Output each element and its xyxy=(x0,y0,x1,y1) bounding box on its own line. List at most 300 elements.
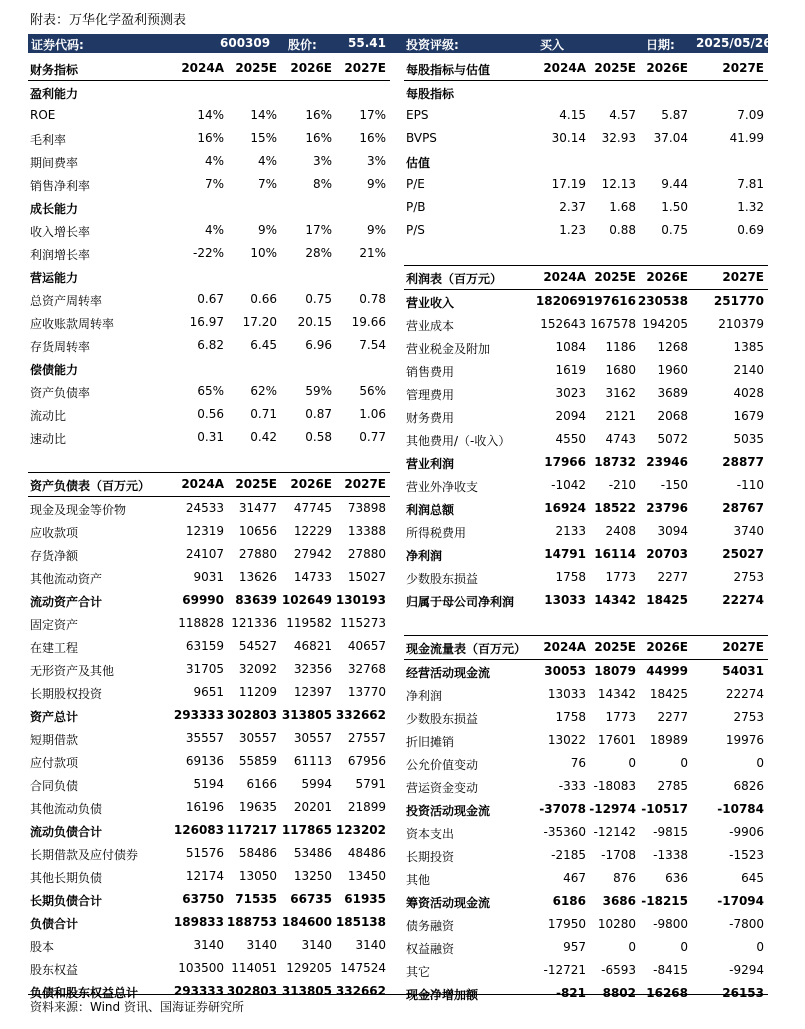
cell-value: 44999 xyxy=(646,664,688,678)
table-row xyxy=(404,775,768,798)
cell-value: 15027 xyxy=(347,570,386,584)
cell-value: 2140 xyxy=(733,363,764,377)
source-note: 资料来源：Wind 资讯、国海证券研究所 xyxy=(30,1000,244,1014)
cell-value: 1619 xyxy=(555,363,586,377)
cell-value: 28% xyxy=(305,246,332,260)
code-label: 证券代码: xyxy=(31,38,84,52)
row-label: 每股指标与估值 xyxy=(406,63,491,77)
cell-value: 21% xyxy=(359,246,386,260)
row-label: 营运资金变动 xyxy=(406,781,479,795)
row-label: 管理费用 xyxy=(406,388,455,402)
cell-value: 28877 xyxy=(722,455,764,469)
cell-value: 30557 xyxy=(293,731,332,745)
row-label: 少数股东损益 xyxy=(406,712,479,726)
cell-value: 0.58 xyxy=(305,430,332,444)
cell-value: 16196 xyxy=(185,800,224,814)
cell-value: 3% xyxy=(312,154,332,168)
row-label: BVPS xyxy=(406,131,437,145)
row-label: 存货周转率 xyxy=(30,340,91,354)
cell-value: 2025E xyxy=(594,61,636,75)
cell-value: 24533 xyxy=(185,501,224,515)
cell-value: 16% xyxy=(197,131,224,145)
cell-value: 3689 xyxy=(657,386,688,400)
table-row xyxy=(404,844,768,867)
table-row xyxy=(28,449,390,472)
cell-value: 1.06 xyxy=(359,407,386,421)
cell-value: 1268 xyxy=(657,340,688,354)
cell-value: 332662 xyxy=(335,708,386,722)
cell-value: 13626 xyxy=(238,570,277,584)
left-financial-table xyxy=(28,57,390,1003)
cell-value: 27942 xyxy=(293,547,332,561)
row-label: 资产总计 xyxy=(30,710,79,724)
cell-value: 9% xyxy=(366,177,386,191)
cell-value: 16924 xyxy=(544,501,586,515)
cell-value: 0.88 xyxy=(609,223,636,237)
row-label: 资产负债表（百万元） xyxy=(30,479,151,493)
cell-value: 83639 xyxy=(235,593,277,607)
table-row xyxy=(404,959,768,982)
cell-value: 14342 xyxy=(597,687,636,701)
row-label: 营业外净收支 xyxy=(406,480,479,494)
row-label: 少数股东损益 xyxy=(406,572,479,586)
table-row xyxy=(28,658,390,681)
cell-value: 28767 xyxy=(722,501,764,515)
row-label: 股东权益 xyxy=(30,963,79,977)
cell-value: 0 xyxy=(756,756,764,770)
table-row xyxy=(404,127,768,150)
cell-value: 66735 xyxy=(290,892,332,906)
cell-value: 58486 xyxy=(238,846,277,860)
row-label: 利润总额 xyxy=(406,503,455,517)
row-label: P/B xyxy=(406,200,426,214)
cell-value: 3140 xyxy=(193,938,224,952)
stock-code: 600309 xyxy=(220,36,271,50)
table-row xyxy=(28,842,390,865)
cell-value: 14% xyxy=(250,108,277,122)
cell-value: -1042 xyxy=(551,478,586,492)
cell-value: 293333 xyxy=(173,708,224,722)
cell-value: -12721 xyxy=(543,963,586,977)
cell-value: 24107 xyxy=(185,547,224,561)
row-label: 应收账款周转率 xyxy=(30,317,115,331)
cell-value: 17.20 xyxy=(242,315,277,329)
date-label: 日期: xyxy=(646,38,675,52)
cell-value: 16.97 xyxy=(189,315,224,329)
cell-value: 55859 xyxy=(238,754,277,768)
cell-value: 23796 xyxy=(646,501,688,515)
cell-value: 17950 xyxy=(547,917,586,931)
table-row xyxy=(404,336,768,359)
cell-value: 17.19 xyxy=(551,177,586,191)
cell-value: 48486 xyxy=(347,846,386,860)
row-label: 筹资活动现金流 xyxy=(406,896,491,910)
row-label: 现金净增加额 xyxy=(406,988,479,1002)
cell-value: 184600 xyxy=(281,915,332,929)
cell-value: 121336 xyxy=(231,616,277,630)
table-row xyxy=(28,635,390,658)
stock-info-bar xyxy=(28,34,772,53)
cell-value: 65% xyxy=(197,384,224,398)
table-row xyxy=(404,104,768,127)
cell-value: 2026E xyxy=(290,477,332,491)
cell-value: 0.56 xyxy=(197,407,224,421)
table-row xyxy=(404,752,768,775)
section-row xyxy=(28,357,390,380)
cell-value: 30.14 xyxy=(551,131,586,145)
cell-value: 9031 xyxy=(193,570,224,584)
row-label: 净利润 xyxy=(406,689,443,703)
cell-value: 0.31 xyxy=(197,430,224,444)
cell-value: 5194 xyxy=(193,777,224,791)
row-label: P/S xyxy=(406,223,425,237)
cell-value: -7800 xyxy=(729,917,764,931)
table-row xyxy=(28,543,390,566)
cell-value: 2753 xyxy=(733,570,764,584)
cell-value: 12319 xyxy=(185,524,224,538)
cell-value: 0.66 xyxy=(250,292,277,306)
row-label: 总资产周转率 xyxy=(30,294,103,308)
rating-value: 买入 xyxy=(540,38,565,52)
cell-value: 2026E xyxy=(646,61,688,75)
cell-value: 3% xyxy=(366,154,386,168)
cell-value: 230538 xyxy=(637,294,688,308)
row-label: 利润增长率 xyxy=(30,248,91,262)
table-row xyxy=(28,957,390,980)
cell-value: 0 xyxy=(680,940,688,954)
row-label: 固定资产 xyxy=(30,618,79,632)
cell-value: 126083 xyxy=(173,823,224,837)
table-row xyxy=(404,589,768,612)
cell-value: 69990 xyxy=(182,593,224,607)
table-row xyxy=(28,334,390,357)
cell-value: 7.54 xyxy=(359,338,386,352)
cell-value: 2025E xyxy=(594,640,636,654)
cell-value: 123202 xyxy=(335,823,386,837)
table-row xyxy=(28,380,390,403)
cell-value: 0 xyxy=(628,940,636,954)
table-row xyxy=(404,242,768,265)
table-row xyxy=(404,660,768,683)
cell-value: 645 xyxy=(741,871,764,885)
cell-value: 22274 xyxy=(722,593,764,607)
row-label: 所得税费用 xyxy=(406,526,467,540)
table-header-row xyxy=(404,635,768,660)
table-row xyxy=(404,428,768,451)
cell-value: 1186 xyxy=(605,340,636,354)
cell-value: 1.32 xyxy=(737,200,764,214)
cell-value: 16% xyxy=(305,108,332,122)
cell-value: -8415 xyxy=(653,963,688,977)
cell-value: -22% xyxy=(192,246,224,260)
cell-value: -18083 xyxy=(593,779,636,793)
cell-value: 8% xyxy=(312,177,332,191)
cell-value: 71535 xyxy=(235,892,277,906)
cell-value: 4743 xyxy=(605,432,636,446)
cell-value: 73898 xyxy=(347,501,386,515)
row-label: 存货净额 xyxy=(30,549,79,563)
row-label: 估值 xyxy=(406,156,431,170)
cell-value: -1523 xyxy=(729,848,764,862)
table-row xyxy=(404,497,768,520)
cell-value: 11209 xyxy=(238,685,277,699)
cell-value: -17094 xyxy=(717,894,764,908)
table-row xyxy=(28,681,390,704)
table-row xyxy=(28,911,390,934)
table-row xyxy=(404,520,768,543)
cell-value: -1338 xyxy=(653,848,688,862)
cell-value: 15% xyxy=(250,131,277,145)
cell-value: 102649 xyxy=(281,593,332,607)
cell-value: 2753 xyxy=(733,710,764,724)
row-label: 财务费用 xyxy=(406,411,455,425)
table-header-row xyxy=(28,57,390,81)
row-label: 流动比 xyxy=(30,409,67,423)
cell-value: 51576 xyxy=(185,846,224,860)
cell-value: 5994 xyxy=(301,777,332,791)
cell-value: 129205 xyxy=(286,961,332,975)
cell-value: 197616 xyxy=(585,294,636,308)
cell-value: 118828 xyxy=(178,616,224,630)
table-row xyxy=(404,543,768,566)
cell-value: 14% xyxy=(197,108,224,122)
row-label: 其他 xyxy=(406,873,431,887)
cell-value: 2121 xyxy=(605,409,636,423)
cell-value: 2024A xyxy=(543,640,586,654)
table-row xyxy=(404,706,768,729)
cell-value: 46821 xyxy=(293,639,332,653)
cell-value: 0.77 xyxy=(359,430,386,444)
table-row xyxy=(404,729,768,752)
cell-value: 147524 xyxy=(340,961,386,975)
cell-value: 47745 xyxy=(293,501,332,515)
cell-value: 13050 xyxy=(238,869,277,883)
cell-value: 9% xyxy=(366,223,386,237)
table-row xyxy=(28,704,390,727)
cell-value: 16268 xyxy=(646,986,688,1000)
row-label: 债务融资 xyxy=(406,919,455,933)
cell-value: 6186 xyxy=(552,894,586,908)
cell-value: 3140 xyxy=(355,938,386,952)
table-row xyxy=(28,150,390,173)
cell-value: -18215 xyxy=(641,894,688,908)
cell-value: 2025E xyxy=(235,61,277,75)
table-row xyxy=(28,104,390,127)
table-row xyxy=(28,612,390,635)
cell-value: 636 xyxy=(665,871,688,885)
table-row xyxy=(28,773,390,796)
cell-value: 313805 xyxy=(281,984,332,998)
cell-value: 31477 xyxy=(238,501,277,515)
cell-value: 23946 xyxy=(646,455,688,469)
cell-value: 32768 xyxy=(347,662,386,676)
cell-value: 63159 xyxy=(185,639,224,653)
section-row xyxy=(28,265,390,288)
table-header-row xyxy=(404,57,768,81)
cell-value: 12397 xyxy=(293,685,332,699)
row-label: 利润表（百万元） xyxy=(406,272,503,286)
row-label: 长期负债合计 xyxy=(30,894,103,908)
table-row xyxy=(28,288,390,311)
cell-value: 53486 xyxy=(293,846,332,860)
cell-value: 4.15 xyxy=(559,108,586,122)
cell-value: 0.87 xyxy=(305,407,332,421)
cell-value: 119582 xyxy=(286,616,332,630)
cell-value: 1.23 xyxy=(559,223,586,237)
cell-value: 6.96 xyxy=(305,338,332,352)
table-row xyxy=(404,359,768,382)
row-label: 盈利能力 xyxy=(30,87,79,101)
cell-value: 17601 xyxy=(597,733,636,747)
cell-value: -1708 xyxy=(601,848,636,862)
cell-value: 210379 xyxy=(718,317,764,331)
cell-value: -150 xyxy=(660,478,688,492)
cell-value: 2027E xyxy=(344,477,386,491)
cell-value: 18732 xyxy=(594,455,636,469)
cell-value: 67956 xyxy=(347,754,386,768)
table-row xyxy=(404,890,768,913)
cell-value: 313805 xyxy=(281,708,332,722)
row-label: 权益融资 xyxy=(406,942,455,956)
cell-value: 2408 xyxy=(605,524,636,538)
cell-value: 189833 xyxy=(173,915,224,929)
cell-value: 2024A xyxy=(181,61,224,75)
cell-value: 876 xyxy=(613,871,636,885)
cell-value: 9% xyxy=(257,223,277,237)
cell-value: -10517 xyxy=(641,802,688,816)
cell-value: 115273 xyxy=(340,616,386,630)
row-label: 其他长期负债 xyxy=(30,871,103,885)
cell-value: 7.09 xyxy=(737,108,764,122)
cell-value: 18989 xyxy=(649,733,688,747)
row-label: 其他流动负债 xyxy=(30,802,103,816)
cell-value: 27880 xyxy=(347,547,386,561)
cell-value: 16% xyxy=(305,131,332,145)
table-row xyxy=(28,888,390,911)
cell-value: -10784 xyxy=(717,802,764,816)
row-label: ROE xyxy=(30,108,56,122)
cell-value: 293333 xyxy=(173,984,224,998)
cell-value: 103500 xyxy=(178,961,224,975)
cell-value: 130193 xyxy=(335,593,386,607)
table-row xyxy=(28,520,390,543)
cell-value: -12142 xyxy=(593,825,636,839)
table-row xyxy=(404,566,768,589)
cell-value: 13250 xyxy=(293,869,332,883)
cell-value: 0.71 xyxy=(250,407,277,421)
table-header-row xyxy=(28,472,390,497)
cell-value: 13033 xyxy=(547,687,586,701)
row-label: 现金及现金等价物 xyxy=(30,503,127,517)
cell-value: 6.45 xyxy=(250,338,277,352)
table-row xyxy=(404,313,768,336)
cell-value: 2027E xyxy=(722,270,764,284)
cell-value: 2094 xyxy=(555,409,586,423)
cell-value: 957 xyxy=(563,940,586,954)
cell-value: 0 xyxy=(680,756,688,770)
cell-value: 2027E xyxy=(722,61,764,75)
table-row xyxy=(28,819,390,842)
table-row xyxy=(404,290,768,313)
cell-value: 302803 xyxy=(226,708,277,722)
table-row xyxy=(404,405,768,428)
section-row xyxy=(404,150,768,173)
cell-value: 26153 xyxy=(722,986,764,1000)
cell-value: 62% xyxy=(250,384,277,398)
cell-value: 3140 xyxy=(246,938,277,952)
row-label: 财务指标 xyxy=(30,63,79,77)
row-label: 偿债能力 xyxy=(30,363,79,377)
cell-value: 9651 xyxy=(193,685,224,699)
cell-value: -821 xyxy=(555,986,586,1000)
cell-value: 1679 xyxy=(733,409,764,423)
cell-value: 4% xyxy=(257,154,277,168)
cell-value: 5072 xyxy=(657,432,688,446)
cell-value: 32092 xyxy=(238,662,277,676)
cell-value: 14791 xyxy=(544,547,586,561)
table-row xyxy=(28,865,390,888)
table-row xyxy=(404,913,768,936)
cell-value: -210 xyxy=(608,478,636,492)
cell-value: -37078 xyxy=(539,802,586,816)
cell-value: 17966 xyxy=(544,455,586,469)
cell-value: 5.87 xyxy=(661,108,688,122)
cell-value: 76 xyxy=(570,756,586,770)
stock-price: 55.41 xyxy=(348,36,386,50)
cell-value: 10280 xyxy=(597,917,636,931)
table-row xyxy=(28,426,390,449)
cell-value: 8802 xyxy=(602,986,636,1000)
cell-value: 1385 xyxy=(733,340,764,354)
row-label: 流动负债合计 xyxy=(30,825,103,839)
row-label: 长期股权投资 xyxy=(30,687,103,701)
cell-value: 152643 xyxy=(540,317,586,331)
row-label: 应收款项 xyxy=(30,526,79,540)
cell-value: -2185 xyxy=(551,848,586,862)
cell-value: 5035 xyxy=(733,432,764,446)
table-row xyxy=(28,311,390,334)
cell-value: 3023 xyxy=(555,386,586,400)
cell-value: 467 xyxy=(563,871,586,885)
cell-value: 19.66 xyxy=(351,315,386,329)
table-row xyxy=(28,566,390,589)
cell-value: 2024A xyxy=(543,270,586,284)
cell-value: 3094 xyxy=(657,524,688,538)
cell-value: 6826 xyxy=(733,779,764,793)
cell-value: 4550 xyxy=(555,432,586,446)
cell-value: 54031 xyxy=(722,664,764,678)
cell-value: 18522 xyxy=(594,501,636,515)
cell-value: 1960 xyxy=(657,363,688,377)
cell-value: 1.68 xyxy=(609,200,636,214)
cell-value: 37.04 xyxy=(653,131,688,145)
cell-value: 2277 xyxy=(657,710,688,724)
row-label: 经营活动现金流 xyxy=(406,666,491,680)
cell-value: 194205 xyxy=(642,317,688,331)
table-row xyxy=(28,727,390,750)
cell-value: 251770 xyxy=(713,294,764,308)
cell-value: -9815 xyxy=(653,825,688,839)
page-title: 附表：万华化学盈利预测表 xyxy=(30,13,187,28)
cell-value: 12229 xyxy=(293,524,332,538)
row-label: 销售净利率 xyxy=(30,179,91,193)
cell-value: 13770 xyxy=(347,685,386,699)
cell-value: 31705 xyxy=(185,662,224,676)
row-label: 资本支出 xyxy=(406,827,455,841)
cell-value: 1084 xyxy=(555,340,586,354)
row-label: 销售费用 xyxy=(406,365,455,379)
cell-value: 2277 xyxy=(657,570,688,584)
